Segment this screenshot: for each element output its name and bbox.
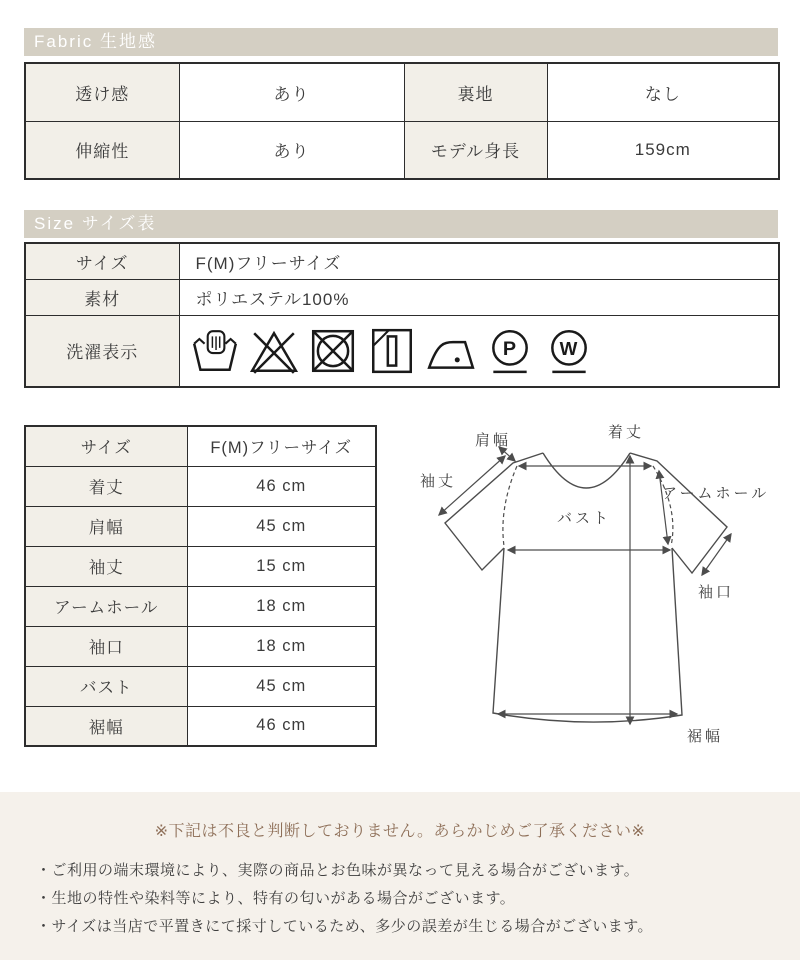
armhole-dashed-left: [503, 466, 517, 546]
fabric-label-model-height: モデル身長: [404, 121, 547, 179]
measure-bust-label: バスト: [25, 666, 187, 706]
table-row: [25, 666, 376, 706]
material-value: ポリエステル100%: [179, 279, 779, 315]
table-row: [25, 63, 779, 121]
table-row: [25, 586, 376, 626]
care-symbols-cell: [179, 315, 779, 387]
measurement-table: [24, 425, 377, 747]
measure-armhole-label: アームホール: [25, 586, 187, 626]
armhole-arrow: [659, 471, 668, 544]
material-label: 素材: [25, 279, 179, 315]
diagram-label-bust: バスト: [557, 510, 612, 527]
table-row: [25, 279, 779, 315]
care-label: 洗濯表示: [25, 315, 179, 387]
diagram-label-length: 着丈: [608, 424, 645, 441]
measure-sleeve-value: 15 cm: [187, 546, 376, 586]
table-row: [25, 546, 376, 586]
measure-shoulder-value: 45 cm: [187, 506, 376, 546]
size-section-header: Size サイズ表: [24, 210, 778, 238]
measure-size-label: サイズ: [25, 426, 187, 466]
diagram-label-shoulder: 肩幅: [475, 432, 512, 449]
fabric-label-sheerness: 透け感: [25, 63, 179, 121]
list-item: ・サイズは当店で平置きにて採寸しているため、多少の誤差が生じる場合がございます。: [36, 918, 654, 935]
diagram-label-armhole: アームホール: [662, 485, 770, 502]
measure-hem-label: 裾幅: [25, 706, 187, 746]
do-not-tumble-dry-icon: [308, 326, 358, 376]
table-row: [25, 315, 779, 387]
notice-section: [0, 792, 800, 960]
list-item: ・ご利用の端末環境により、実際の商品とお色味が異なって見える場合がございます。: [36, 862, 640, 879]
table-row: [25, 506, 376, 546]
fabric-label-lining: 裏地: [404, 63, 547, 121]
table-row: [25, 626, 376, 666]
size-info-table: [24, 242, 780, 388]
tshirt-measurement-diagram: [400, 423, 790, 757]
do-not-bleach-icon: [249, 326, 299, 376]
table-row: [25, 466, 376, 506]
notice-list: [0, 857, 800, 941]
table-row: [25, 121, 779, 179]
fabric-section-header: Fabric 生地感: [24, 28, 778, 56]
diagram-label-sleeve: 袖丈: [420, 473, 457, 490]
size-label: サイズ: [25, 243, 179, 279]
fabric-value-lining: なし: [547, 63, 779, 121]
measure-length-value: 46 cm: [187, 466, 376, 506]
fabric-label-stretch: 伸縮性: [25, 121, 179, 179]
measure-sleeve-label: 袖丈: [25, 546, 187, 586]
measure-shoulder-label: 肩幅: [25, 506, 187, 546]
fabric-table: [24, 62, 780, 180]
measure-bust-value: 45 cm: [187, 666, 376, 706]
dry-clean-P-icon: [485, 326, 535, 376]
diagram-label-hem: 裾幅: [687, 728, 724, 745]
measure-length-label: 着丈: [25, 466, 187, 506]
measure-cuff-label: 袖口: [25, 626, 187, 666]
table-row: [25, 426, 376, 466]
measure-hem-value: 46 cm: [187, 706, 376, 746]
iron-low-temp-icon: [426, 326, 476, 376]
fabric-value-stretch: あり: [179, 121, 404, 179]
measure-cuff-value: 18 cm: [187, 626, 376, 666]
notice-title: ※下記は不良と判断しておりません。あらかじめご了承ください※: [154, 823, 646, 840]
measure-size-value: F(M)フリーサイズ: [187, 426, 376, 466]
wet-clean-W-icon: [544, 326, 594, 376]
line-dry-in-shade-icon: [367, 326, 417, 376]
measure-armhole-value: 18 cm: [187, 586, 376, 626]
care-symbols: [180, 326, 778, 376]
table-row: [25, 706, 376, 746]
diagram-label-cuff: 袖口: [698, 584, 735, 601]
fabric-value-sheerness: あり: [179, 63, 404, 121]
list-item: ・生地の特性や染料等により、特有の匂いがある場合がございます。: [36, 890, 516, 907]
fabric-value-model-height: 159cm: [547, 121, 779, 179]
table-row: [25, 243, 779, 279]
size-value: F(M)フリーサイズ: [179, 243, 779, 279]
hand-wash-icon: [190, 326, 240, 376]
